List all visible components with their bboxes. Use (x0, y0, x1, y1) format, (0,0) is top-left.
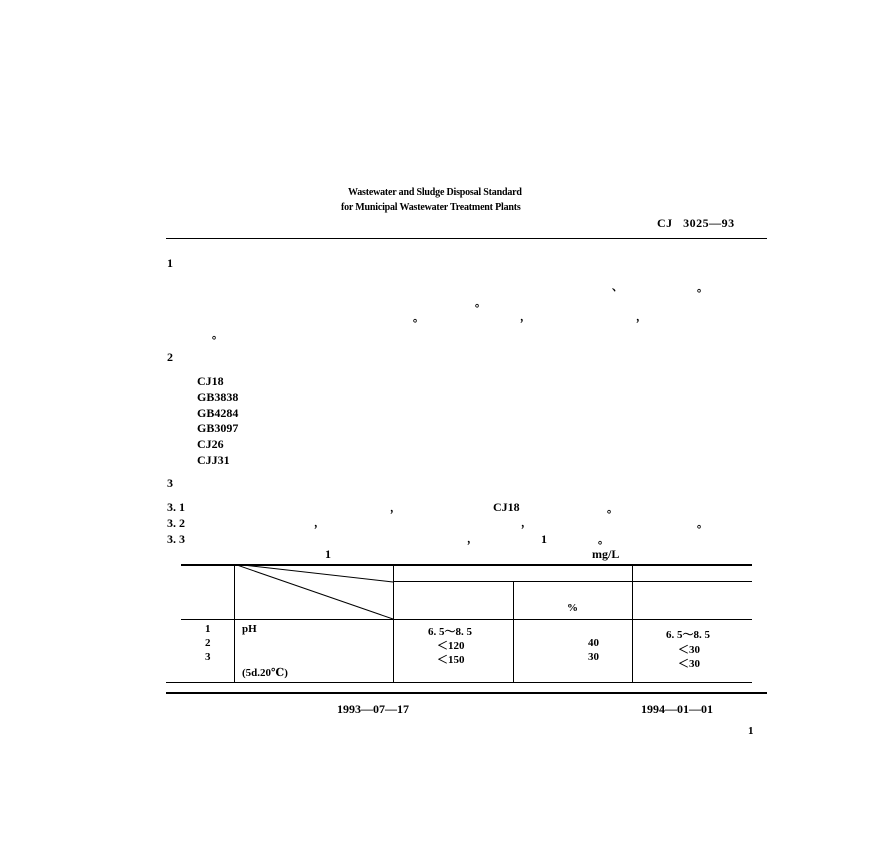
cell-col3: ＜30 (678, 644, 700, 656)
header-rule (166, 238, 767, 239)
section-3-1-number: 3. 1 (167, 500, 185, 514)
section-3-3-number: 3. 3 (167, 532, 185, 546)
table-caption-number: 1 (325, 547, 331, 561)
mark-period: 。 (413, 312, 424, 324)
row-number: 2 (205, 637, 211, 649)
section-1-number: 1 (167, 256, 173, 270)
cell-col1: 6. 5～8. 5 (428, 626, 472, 638)
table-bottom-rule (166, 682, 752, 683)
cell-col3: 6. 5～8. 5 (666, 629, 710, 641)
issue-date: 1993—07—17 (337, 702, 409, 716)
section-3-1-reference: CJ18 (493, 500, 520, 514)
title-en-line1: Wastewater and Sludge Disposal Standard (348, 187, 522, 198)
mark-period: 。 (607, 503, 618, 515)
row-number: 3 (205, 651, 211, 663)
mark-comma: ， (467, 533, 478, 545)
cell-col2: 40 (588, 637, 599, 649)
mark-comma: ， (636, 311, 647, 323)
table-subheader-rule (394, 581, 752, 582)
table-unit: mg/L (592, 547, 620, 561)
mark-comma: ， (390, 502, 401, 514)
mark-comma: ， (521, 517, 532, 529)
mark-period: 。 (697, 518, 708, 530)
section-3-3-table-ref: 1 (541, 532, 547, 546)
effective-date: 1994—01—01 (641, 702, 713, 716)
reference-item: GB3097 (197, 421, 239, 435)
page-number: 1 (748, 725, 754, 737)
section-2-number: 2 (167, 350, 173, 364)
table-diagonal-header (234, 564, 394, 620)
section-3-number: 3 (167, 476, 173, 490)
row-number: 1 (205, 623, 211, 635)
reference-item: GB4284 (197, 406, 239, 420)
cell-col2: 30 (588, 651, 599, 663)
cell-col1: ＜150 (437, 654, 465, 666)
mark-comma: ， (314, 517, 325, 529)
mark-comma: ， (520, 311, 531, 323)
reference-item: GB3838 (197, 390, 239, 404)
mark-period: 。 (697, 282, 708, 294)
bod-conditions-note: (5d.20℃) (242, 667, 288, 679)
reference-item: CJ18 (197, 374, 224, 388)
percent-header: % (567, 602, 578, 614)
cell-col3: ＜30 (678, 658, 700, 670)
table-col-divider (513, 581, 514, 682)
reference-item: CJ26 (197, 437, 224, 451)
table-col-divider (632, 564, 633, 682)
cell-col1: ＜120 (437, 640, 465, 652)
section-3-2-number: 3. 2 (167, 516, 185, 530)
row-item: pH (242, 623, 257, 635)
standard-code: CJ 3025—93 (657, 216, 735, 230)
reference-item: CJJ31 (197, 453, 230, 467)
mark-period: 。 (212, 329, 223, 341)
title-en-line2: for Municipal Wastewater Treatment Plants (341, 202, 521, 213)
footer-rule (166, 692, 767, 694)
mark-enum: 、 (612, 281, 623, 293)
mark-period: 。 (475, 297, 486, 309)
mark-period: 。 (598, 534, 609, 546)
